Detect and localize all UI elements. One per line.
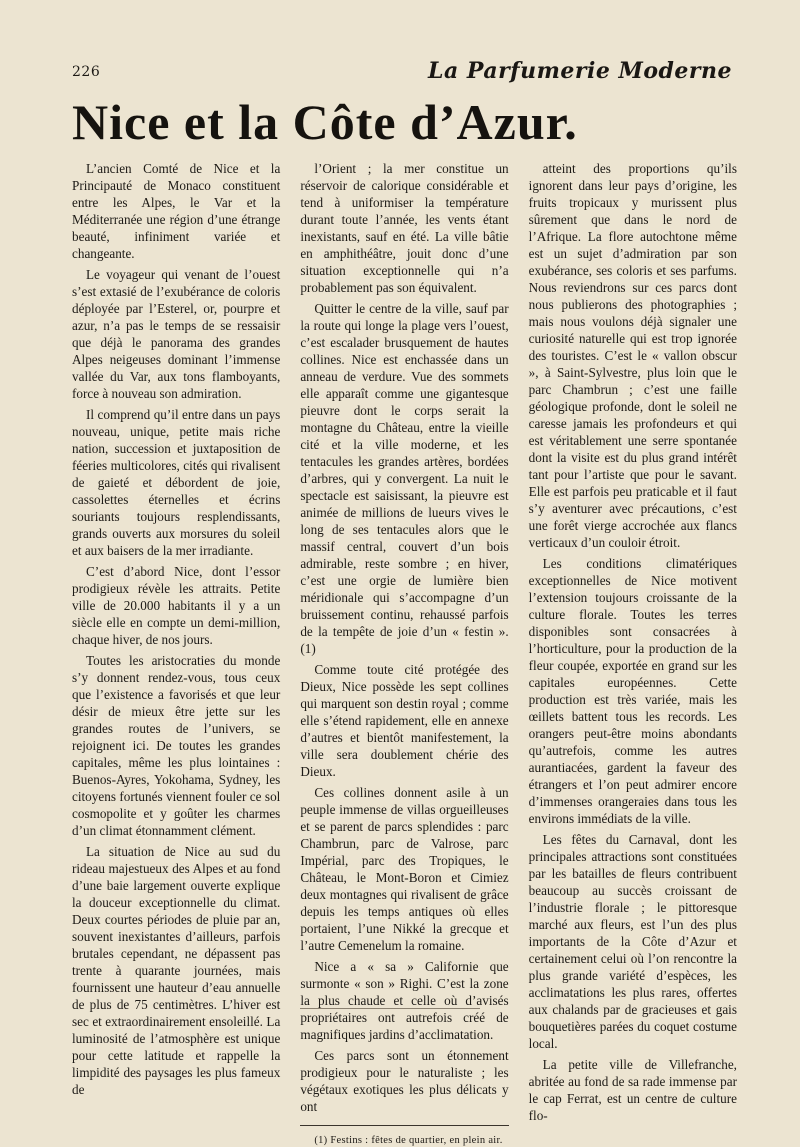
paragraph: Toutes les aristocraties du monde s’y donnent rendez-vous, tous ceux que l’existence a favorisés et que leur désir de mieux être jette sur les grandes routes de l’univers, se rejoignent ici. De toutes les grandes capitales, même les plus lointaines : Buenos-Ayres, Yokohama, Sydney, les citoyens fortunés viennent fouler ce sol cosmopolite et y goûter les charmes d’un climat étonnamment clément.	[72, 653, 281, 838]
paragraph: Nice a « sa » Californie que surmonte « son » Righi. C’est la zone la plus chaude et celle où d’avisés propriétaires ont autrefois créé de magnifiques jardins d’acclimatation.	[300, 959, 509, 1042]
running-head: La Parfumerie Moderne	[427, 58, 732, 84]
footnote: (1) Festins : fêtes de quartier, en plein air.	[314, 1135, 503, 1146]
paragraph: atteint des proportions qu’ils ignorent dans leur pays d’origine, les fruits tropicaux y murissent plus sûrement que dans le nord de l’Afrique. La flore autochtone même est un sujet d’admiration par son exubérance, ses coloris et ses parfums. Nous reviendrons sur ces parcs dont nous publierons des photographies ; mais nous voulons déjà signaler une curiosité naturelle qui est trop ignorée des touristes. C’est le « vallon obscur », à Saint-Sylvestre, plus loin que le parc Chambrun ; c’est une faille géologique profonde, dont le soleil ne caresse jamais les profondeurs et qui est véritablement une serre spontanée dont la visite est du plus grand intérêt tant pour l’artiste que pour le savant. Elle est parfois peu praticable et il faut s’y aventurer avec précautions, c’est une forêt vierge accrochée aux flancs verticaux d’un couloir étroit.	[528, 161, 737, 550]
paragraph: Ces collines donnent asile à un peuple immense de villas orgueilleuses et se parent de parcs splendides : parc Chambrun, parc de Valrose, parc Impérial, parc des Tropiques, le Château, le Mont-Boron et Cimiez deux montagnes qui rivalisent de grâce depuis les temps antiques où elles portaient, l’une Nikké la grecque et l’autre Cemenelum la romaine.	[300, 785, 509, 953]
paragraph: L’ancien Comté de Nice et la Principauté de Monaco constituent entre les Alpes, le Var et la Méditerranée une région d’une étrange beauté, infiniment variée et changeante.	[72, 161, 281, 261]
paragraph: Quitter le centre de la ville, sauf par la route qui longe la plage vers l’ouest, c’est escalader brusquement de hautes collines. Nice est enchassée dans un anneau de verdure. Vue des sommets elle apparaît comme une gigantesque pieuvre dont le corps serait la montagne du Château, entre la vieille cité et la ville moderne, et les tentacules les grandes artères, bordées d’arbres, qui y convergent. La nuit le spectacle est saisissant, la pieuvre est animée de millions de lueurs vives le long de ses tentacules alors que le massif central, couvert d’un bois admirable, reste sombre ; en hiver, c’est une orgie de lumière bien méridionale qui s’accompagne d’un bruissement continu, rehaussé parfois de la tempête de joie d’un « festin ». (1)	[300, 301, 509, 656]
paragraph: La situation de Nice au sud du rideau majestueux des Alpes et au fond d’une baie largement ouverte explique la douceur exceptionnelle du climat. Deux courtes périodes de pluie par an, souvent inexistantes d’ailleurs, parfois brutales cependant, ne dépassent pas trente à quarante journées, mais fournissent une hauteur d’eau annuelle de plus de 75 centimètres. L’hiver est sec et extraordinairement ensoleillé. La luminosité de l’atmosphère est unique pour cette latitude et rappelle la limpidité des paysages les plus fameux de	[72, 844, 281, 1097]
column-1	[72, 160, 281, 1097]
paragraph: l’Orient ; la mer constitue un réservoir de calorique considérable et tend à uniformiser la température durant toute l’année, les vents étant inexistants, sauf en été. La ville bâtie en amphithéâtre, jouit donc d’une situation exceptionnelle qui n’a probablement pas son équivalent.	[300, 161, 509, 295]
article-body	[72, 160, 737, 1146]
paragraph: Comme toute cité protégée des Dieux, Nice possède les sept collines qui marquent son destin royal ; comme elle s’étend rapidement, elle en annexe d’autres et bientôt manifestement, la ville sera doublement chérie des Dieux.	[300, 662, 509, 779]
paragraph: La petite ville de Villefranche, abritée au fond de sa rade immense par le cap Ferrat, est un centre de culture flo-	[528, 1057, 737, 1123]
footnote-divider	[300, 1125, 508, 1126]
article-title: Nice et la Côte d’Azur.	[72, 94, 578, 150]
paragraph: Il comprend qu’il entre dans un pays nouveau, unique, petite mais riche nation, succession et juxtaposition de féeries multicolores, cités qui rivalisent de gaieté et débordent de joie, cassolettes éternelles et écrins souriants toujours resplendissants, grands ouverts aux morsures du soleil et aux baisers de la mer irradiante.	[72, 407, 281, 558]
page-bottom-rule	[300, 1008, 480, 1009]
column-3	[528, 160, 737, 1123]
paragraph: Les fêtes du Carnaval, dont les principales attractions sont constituées par les batailles de fleurs contribuent beaucoup au succès croissant de l’industrie florale ; le pittoresque marché aux fleurs, est l’un des plus importants de la Côte d’Azur et certainement celui où l’on rencontre la plus grande variété d’espèces, les acclimatations les plus rares, offertes aux chalands par de gracieuses et gais bouquetières parées du coquet costume local.	[528, 832, 737, 1051]
paragraph: Le voyageur qui venant de l’ouest s’est extasié de l’exubérance de coloris déployée par l’Esterel, or, pourpre et azur, n’a pas le temps de se ressaisir que déjà le panorama des grandes Alpes neigeuses dominant l’immense vallée du Var, aux tons flamboyants, force à nouveau son admiration.	[72, 267, 281, 401]
paragraph: Ces parcs sont un étonnement prodigieux pour le naturaliste ; les végétaux exotiques les plus délicats y ont	[300, 1048, 509, 1114]
page-number: 226	[72, 64, 101, 80]
paragraph: Les conditions climatériques exceptionnelles de Nice motivent l’extension toujours croissante de la culture florale. Toutes les terres disponibles sont consacrées à l’horticulture, pour la production de la fleur coupée, exportée en grand sur les capitales européennes. Cette production est très variée, mais les œillets battent tous les records. Les orangers peut-être moins abondants qu’autrefois, comme les autres aurantiacées, gardent la faveur des étrangers et l’on peut admirer encore d’immenses orangeraies dans tous les environs immédiats de la ville.	[528, 556, 737, 826]
column-2	[300, 160, 509, 1146]
paragraph: C’est d’abord Nice, dont l’essor prodigieux révèle les attraits. Petite ville de 20.000 habitants il y a un siècle elle en compte un demi-million, chaque hiver, de nos jours.	[72, 564, 281, 647]
